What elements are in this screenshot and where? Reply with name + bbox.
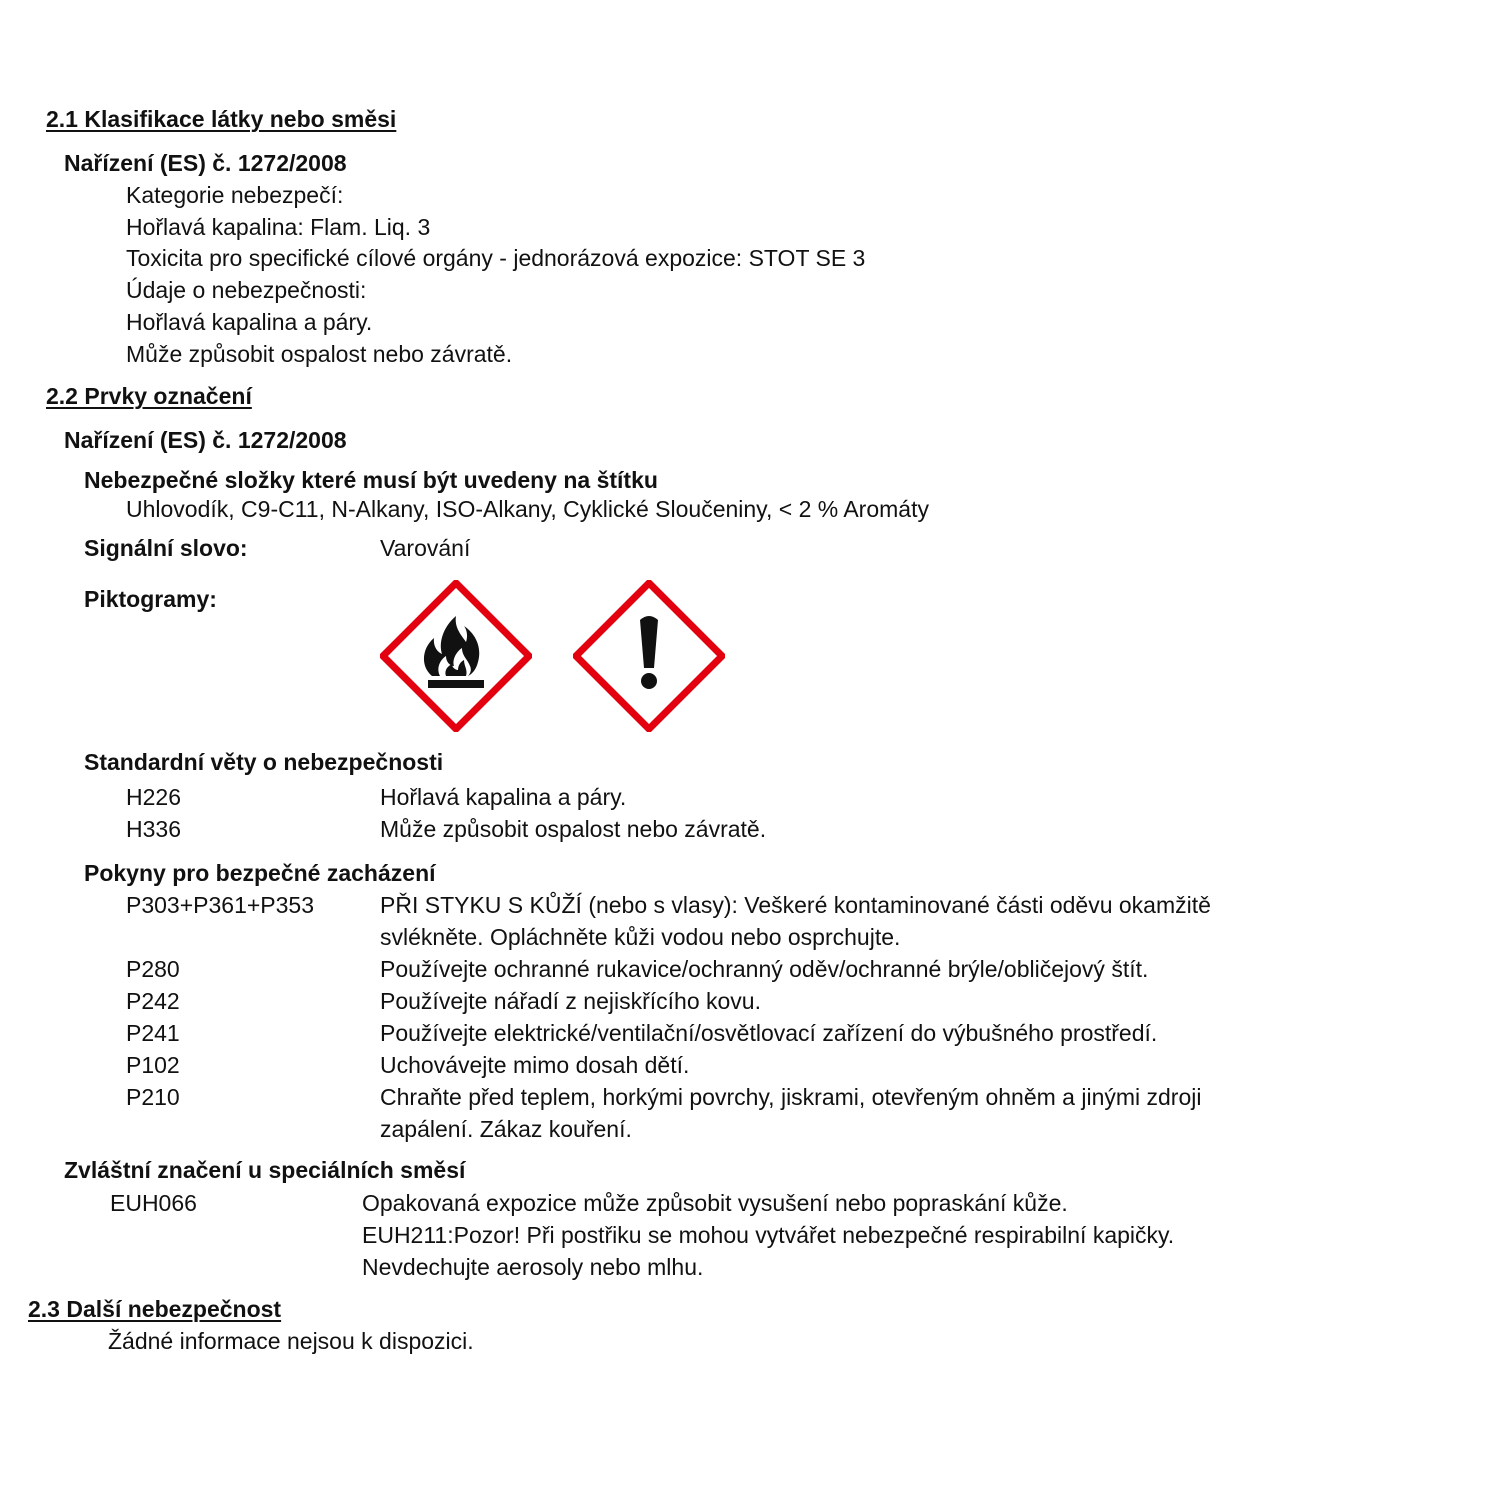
exclamation-mark-icon [573,580,725,732]
classification-line: Hořlavá kapalina a páry. [126,309,373,335]
precautions-heading: Pokyny pro bezpečné zacházení [84,860,436,886]
classification-line: Může způsobit ospalost nebo závratě. [126,341,513,367]
components-heading: Nebezpečné složky které musí být uvedeny na štítku [84,467,658,493]
precaution-text-cont: svlékněte. Opláchněte kůži vodou nebo osprchujte. [380,924,901,950]
flame-icon [380,580,532,732]
hazard-text: Hořlavá kapalina a páry. [380,784,627,810]
classification-line: Hořlavá kapalina: Flam. Liq. 3 [126,214,431,240]
precaution-code: P241 [126,1020,180,1046]
hazard-statements-heading: Standardní věty o nebezpečnosti [84,749,444,775]
section-2-1-regulation: Nařízení (ES) č. 1272/2008 [64,150,347,176]
precaution-text: Používejte elektrické/ventilační/osvětlovací zařízení do výbušného prostředí. [380,1020,1158,1046]
precaution-code: P280 [126,956,180,982]
components-text: Uhlovodík, C9-C11, N-Alkany, ISO-Alkany, Cyklické Sloučeniny, < 2 % Aromáty [126,496,929,522]
section-2-1-heading: 2.1 Klasifikace látky nebo směsi [46,106,397,132]
precaution-text-cont: zapálení. Zákaz kouření. [380,1116,632,1142]
classification-line: Údaje o nebezpečnosti: [126,277,367,303]
precaution-code: P102 [126,1052,180,1078]
special-text: Nevdechujte aerosoly nebo mlhu. [362,1254,704,1280]
precaution-text: PŘI STYKU S KŮŽÍ (nebo s vlasy): Veškeré kontaminované části oděvu okamžitě [380,892,1211,918]
signal-word-label: Signální slovo: [84,535,248,561]
special-text: Opakovaná expozice může způsobit vysušení nebo popraskání kůže. [362,1190,1068,1216]
classification-line: Kategorie nebezpečí: [126,182,344,208]
section-2-3-text: Žádné informace nejsou k dispozici. [108,1328,474,1354]
classification-line: Toxicita pro specifické cílové orgány - jednorázová expozice: STOT SE 3 [126,245,866,271]
precaution-code: P210 [126,1084,180,1110]
precaution-text: Používejte ochranné rukavice/ochranný oděv/ochranné brýle/obličejový štít. [380,956,1149,982]
pictograms-label: Piktogramy: [84,586,217,612]
signal-word-value: Varování [380,535,471,561]
special-labelling-heading: Zvláštní značení u speciálních směsí [64,1157,466,1183]
section-2-3-heading: 2.3 Další nebezpečnost [28,1296,282,1322]
section-2-2-heading: 2.2 Prvky označení [46,383,252,409]
precaution-code: P303+P361+P353 [126,892,315,918]
precaution-text: Chraňte před teplem, horkými povrchy, jiskrami, otevřeným ohněm a jinými zdroji [380,1084,1202,1110]
hazard-text: Může způsobit ospalost nebo závratě. [380,816,767,842]
hazard-code: H226 [126,784,181,810]
hazard-code: H336 [126,816,181,842]
special-text: EUH211:Pozor! Při postřiku se mohou vytvářet nebezpečné respirabilní kapičky. [362,1222,1175,1248]
precaution-code: P242 [126,988,180,1014]
precaution-text: Uchovávejte mimo dosah dětí. [380,1052,690,1078]
precaution-text: Používejte nářadí z nejiskřícího kovu. [380,988,761,1014]
special-code: EUH066 [110,1190,197,1216]
section-2-2-regulation: Nařízení (ES) č. 1272/2008 [64,427,347,453]
